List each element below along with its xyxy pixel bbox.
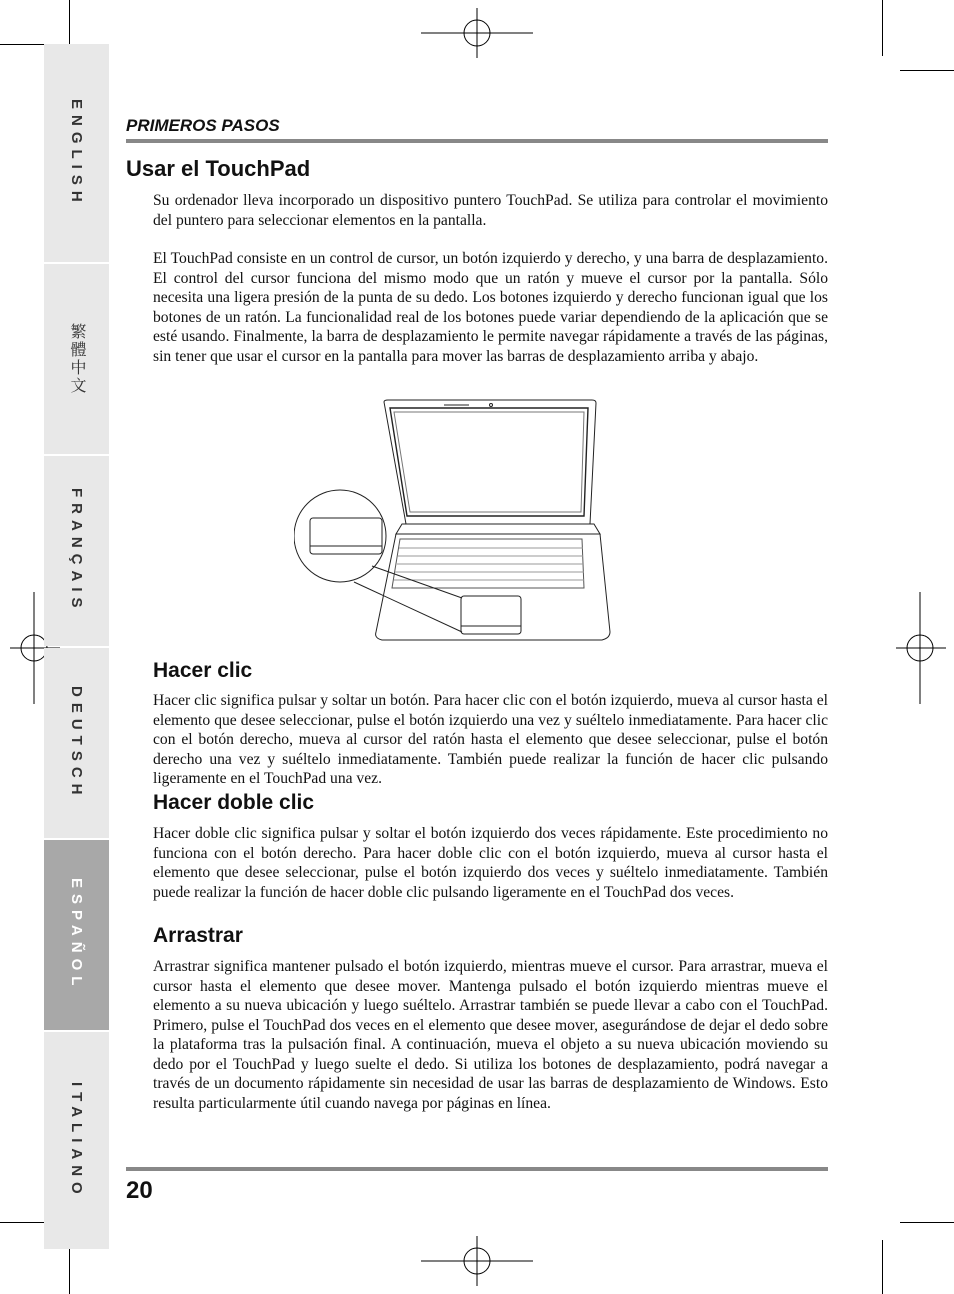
paragraph-arrastrar: Arrastrar significa mantener pulsado el botón izquierdo, mientras mueve el cursor. Para arrastrar, mueva el cursor hasta el elemento que desee mover. Mantenga pulsado el botón izquierdo mientras mueve el elemento a su nueva ubicación y luego suéltelo. Arrastrar también se puede llevar a cabo con el TouchPad. Primero, pulse el TouchPad dos veces en el elemento que desee mover, asegurándose de dejar el dedo sobre la plataforma tras la pulsación final. A continuación, mueva el objeto a su nueva ubicación moviendo su dedo por el TouchPad y luego suelte el dedo. Si utiliza los botones de desplazamiento, podrá navegar a través de un documento rápidamente sin necesidad de usar las barras de desplazamiento de Windows. Esto resulta particularmente útil cuando navega por páginas en línea. [153,958,828,1112]
paragraph-hacer-doble-clic: Hacer doble clic significa pulsar y soltar el botón izquierdo dos veces rápidamente. Este procedimiento no funciona con el botón derecho. Para hacer doble clic con el botón izquierdo, mueva al cursor hasta el elemento que desee seleccionar, pulse el botón izquierdo dos veces y suéltelo inmediatamente. También puede realizar la función de hacer doble clic pulsando ligeramente en el TouchPad dos veces. [153,825,828,901]
footer-rule [126,1167,828,1171]
tab-traditional-chinese[interactable] [44,264,109,454]
crop-mark [0,44,44,45]
crop-mark [69,0,70,44]
crop-mark [900,70,954,71]
crop-mark [882,1240,883,1294]
header-rule [126,139,828,143]
tab-francais[interactable] [44,456,109,646]
paragraph-hacer-clic: Hacer clic significa pulsar y soltar un botón. Para hacer clic con el botón izquierdo, mueva al cursor hasta el elemento que desee seleccionar, pulse el botón izquierdo una vez y suéltelo inmediatamente. Para hacer clic con el botón derecho, mueva al cursor del ratón hasta el elemento que desee seleccionar, pulse el botón derecho una vez y suéltelo inmediatamente. También puede realizar la función de hacer clic pulsando ligeramente en el TouchPad una vez. [153,692,828,787]
language-sidebar [44,44,109,1249]
registration-mark-right [896,592,946,704]
tab-italiano[interactable] [44,1032,109,1249]
tab-deutsch-label: DEUTSCH [68,685,85,801]
tab-espanol-label: ESPAÑOL [68,878,85,992]
tab-deutsch[interactable] [44,648,109,838]
registration-mark-bottom [421,1236,533,1286]
tab-traditional-chinese-label: 繁體中文 [68,323,85,395]
tab-english[interactable] [44,44,109,262]
crop-mark [882,0,883,56]
tab-espanol[interactable] [44,840,109,1030]
page-title: Usar el TouchPad [126,156,311,181]
registration-mark-top [421,8,533,58]
heading-arrastrar: Arrastrar [153,924,243,947]
section-header: PRIMEROS PASOS [126,116,280,135]
crop-mark [0,1222,44,1223]
laptop-touchpad-illustration [294,398,614,648]
heading-hacer-clic: Hacer clic [153,659,253,682]
heading-hacer-doble-clic: Hacer doble clic [153,791,315,814]
tab-italiano-label: ITALIANO [68,1081,85,1200]
intro-paragraph-1: Su ordenador lleva incorporado un dispositivo puntero TouchPad. Se utiliza para controlar el movimiento del puntero para seleccionar elementos en la pantalla. [153,192,828,229]
crop-mark [900,1222,954,1223]
tab-english-label: ENGLISH [68,98,85,208]
intro-paragraph-2: El TouchPad consiste en un control de cursor, un botón izquierdo y derecho, y una barra de desplazamiento. El control del cursor funciona del mismo modo que un ratón y mueve el cursor por la pantalla. Sólo necesita una ligera presión de la punta de su dedo. Los botones izquierdo y derecho funcionan igual que los botones de un ratón. La funcionalidad real de los botones puede variar dependiendo de la aplicación que se esté usando. Finalmente, la barra de desplazamiento le permite navegar rápidamente a través de las páginas, sin tener que usar el cursor en la pantalla para mover las barras de desplazamiento arriba y abajo. [153,250,828,365]
page-number: 20 [126,1177,153,1204]
tab-francais-label: FRANÇAIS [68,488,85,614]
